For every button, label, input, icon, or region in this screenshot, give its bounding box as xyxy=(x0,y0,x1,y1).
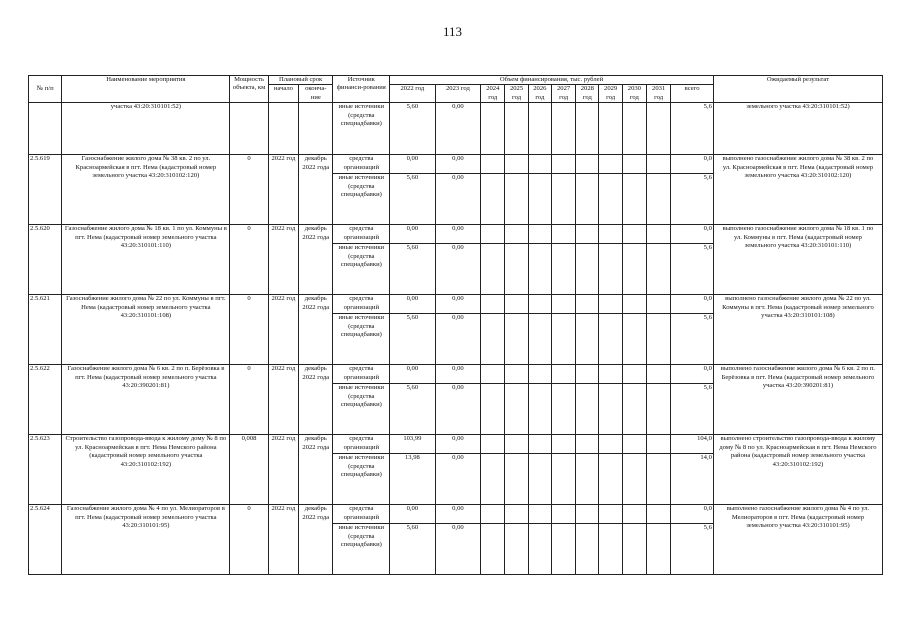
row-empty-year-cell xyxy=(576,314,599,365)
row-number: 2.5.624 xyxy=(29,505,62,575)
row-empty-year-cell xyxy=(505,174,528,225)
row-empty-year-cell xyxy=(622,505,646,524)
row-empty-year-cell xyxy=(576,225,599,244)
row-empty-year-cell xyxy=(622,524,646,575)
row-empty-year-cell xyxy=(599,365,622,384)
table-row xyxy=(29,295,883,314)
row-empty-year-cell xyxy=(647,505,671,524)
row-empty-year-cell xyxy=(599,435,622,454)
table-row xyxy=(29,435,883,454)
row-empty-year-cell xyxy=(622,295,646,314)
continuation-name: участка 43:20:310101:52) xyxy=(62,103,230,155)
row-start: 2022 год xyxy=(268,225,298,295)
continuation-2023: 0,00 xyxy=(435,103,481,155)
row-name: Газоснабжение жилого дома № 38 кв. 2 по ул. Красноармейская в пгт. Нема (кадастровый номер земельного участка 43:20:310102:120) xyxy=(62,155,230,225)
row-capacity: 0 xyxy=(230,295,268,365)
row-2022-organizations: 103,99 xyxy=(390,435,436,454)
row-empty-year-cell xyxy=(576,435,599,454)
row-empty-year-cell xyxy=(528,435,551,454)
row-empty-year-cell xyxy=(505,155,528,174)
header-source: Источник финанси-рования xyxy=(333,76,390,103)
row-empty-year-cell xyxy=(481,225,505,244)
table-row xyxy=(29,225,883,244)
row-total-other: 5,6 xyxy=(671,314,714,365)
row-empty-year-cell xyxy=(481,435,505,454)
row-empty-year-cell xyxy=(647,524,671,575)
row-2023-organizations: 0,00 xyxy=(435,155,481,174)
header-year-2027: 2027 год xyxy=(551,85,575,103)
row-2022-organizations: 0,00 xyxy=(390,505,436,524)
row-empty-year-cell xyxy=(551,174,575,225)
header-year-2030: 2030 год xyxy=(622,85,646,103)
row-total-organizations: 0,0 xyxy=(671,365,714,384)
header-year-2028: 2028 год xyxy=(576,85,599,103)
header-start: начало xyxy=(268,85,298,103)
row-empty-year-cell xyxy=(505,225,528,244)
row-empty-year-cell xyxy=(576,244,599,295)
row-result: выполнено газоснабжение жилого дома № 6 кв. 2 по п. Берёзовка в пгт. Нема (кадастровый номер земельного участка 43:20:390201:81) xyxy=(713,365,882,435)
row-empty-year-cell xyxy=(647,244,671,295)
row-empty-year-cell xyxy=(622,365,646,384)
row-empty-year-cell xyxy=(576,454,599,505)
row-2023-other: 0,00 xyxy=(435,524,481,575)
row-empty-year-cell xyxy=(481,174,505,225)
row-empty-year-cell xyxy=(528,454,551,505)
row-empty-year-cell xyxy=(647,314,671,365)
row-empty-year-cell xyxy=(647,225,671,244)
row-start: 2022 год xyxy=(268,505,298,575)
row-empty-year-cell xyxy=(505,244,528,295)
row-empty-year-cell xyxy=(576,155,599,174)
row-source-other: иные источники (средства спецнадбавки) xyxy=(333,174,390,225)
row-total-organizations: 104,0 xyxy=(671,435,714,454)
row-empty-year-cell xyxy=(599,384,622,435)
row-empty-year-cell xyxy=(528,244,551,295)
row-start: 2022 год xyxy=(268,155,298,225)
row-source-organizations: средства организаций xyxy=(333,155,390,174)
row-total-other: 5,6 xyxy=(671,524,714,575)
row-2023-organizations: 0,00 xyxy=(435,435,481,454)
row-empty-year-cell xyxy=(481,244,505,295)
table-row xyxy=(29,505,883,524)
row-empty-year-cell xyxy=(576,365,599,384)
row-empty-year-cell xyxy=(599,524,622,575)
row-empty-year-cell xyxy=(576,174,599,225)
row-empty-year-cell xyxy=(599,174,622,225)
row-end: декабрь 2022 года xyxy=(299,155,333,225)
row-total-organizations: 0,0 xyxy=(671,505,714,524)
row-number: 2.5.623 xyxy=(29,435,62,505)
row-empty-year-cell xyxy=(505,454,528,505)
row-empty-year-cell xyxy=(551,225,575,244)
row-empty-year-cell xyxy=(528,295,551,314)
funding-table xyxy=(28,75,883,575)
header-funding-volume: Объем финансирования, тыс. рублей xyxy=(390,76,714,85)
row-empty-year-cell xyxy=(505,505,528,524)
row-empty-year-cell xyxy=(505,435,528,454)
row-2022-other: 5,60 xyxy=(390,244,436,295)
row-empty-year-cell xyxy=(528,365,551,384)
row-empty-year-cell xyxy=(551,454,575,505)
row-empty-year-cell xyxy=(481,524,505,575)
row-capacity: 0 xyxy=(230,155,268,225)
row-number: 2.5.619 xyxy=(29,155,62,225)
row-capacity: 0,008 xyxy=(230,435,268,505)
row-empty-year-cell xyxy=(599,314,622,365)
row-2022-other: 5,60 xyxy=(390,314,436,365)
row-source-other: иные источники (средства спецнадбавки) xyxy=(333,314,390,365)
row-empty-year-cell xyxy=(481,505,505,524)
row-2022-organizations: 0,00 xyxy=(390,225,436,244)
row-2022-other: 5,60 xyxy=(390,384,436,435)
row-end: декабрь 2022 года xyxy=(299,505,333,575)
row-capacity: 0 xyxy=(230,225,268,295)
row-name: Газоснабжение жилого дома № 22 по ул. Коммуны в пгт. Нема (кадастровый номер земельного участка 43:20:310101:108) xyxy=(62,295,230,365)
row-total-organizations: 0,0 xyxy=(671,295,714,314)
continuation-total: 5,6 xyxy=(671,103,714,155)
row-empty-year-cell xyxy=(481,384,505,435)
row-total-other: 5,6 xyxy=(671,384,714,435)
row-start: 2022 год xyxy=(268,435,298,505)
row-empty-year-cell xyxy=(505,314,528,365)
row-empty-year-cell xyxy=(481,314,505,365)
row-empty-year-cell xyxy=(551,435,575,454)
row-empty-year-cell xyxy=(505,524,528,575)
row-empty-year-cell xyxy=(528,155,551,174)
row-empty-year-cell xyxy=(647,365,671,384)
row-empty-year-cell xyxy=(528,384,551,435)
row-empty-year-cell xyxy=(599,505,622,524)
row-total-other: 5,6 xyxy=(671,174,714,225)
row-start: 2022 год xyxy=(268,365,298,435)
row-2023-other: 0,00 xyxy=(435,174,481,225)
row-total-organizations: 0,0 xyxy=(671,155,714,174)
row-capacity: 0 xyxy=(230,365,268,435)
row-result: выполнено газоснабжение жилого дома № 22 по ул. Коммуны в пгт. Нема (кадастровый номер земельного участка 43:20:310101:108) xyxy=(713,295,882,365)
row-empty-year-cell xyxy=(551,155,575,174)
row-empty-year-cell xyxy=(528,174,551,225)
row-empty-year-cell xyxy=(528,505,551,524)
continuation-result: земельного участка 43:20:310101:52) xyxy=(713,103,882,155)
header-total: всего xyxy=(671,85,714,103)
row-result: выполнено газоснабжение жилого дома № 18 кв. 1 по ул. Коммуны в пгт. Нема (кадастровый номер земельного участка 43:20:310101:110) xyxy=(713,225,882,295)
row-start: 2022 год xyxy=(268,295,298,365)
row-empty-year-cell xyxy=(551,384,575,435)
header-name: Наименование мероприятия xyxy=(62,76,230,103)
header-year-2029: 2029 год xyxy=(599,85,622,103)
row-empty-year-cell xyxy=(622,454,646,505)
row-empty-year-cell xyxy=(551,505,575,524)
row-empty-year-cell xyxy=(551,314,575,365)
row-source-organizations: средства организаций xyxy=(333,505,390,524)
continuation-2022: 5,60 xyxy=(390,103,436,155)
row-capacity: 0 xyxy=(230,505,268,575)
row-2023-organizations: 0,00 xyxy=(435,295,481,314)
row-2023-other: 0,00 xyxy=(435,454,481,505)
row-source-other: иные источники (средства спецнадбавки) xyxy=(333,384,390,435)
row-number: 2.5.620 xyxy=(29,225,62,295)
row-empty-year-cell xyxy=(551,295,575,314)
row-name: Строительство газопровода-ввода к жилому дому № 8 по ул. Красноармейская в пгт. Нема Немского района (кадастровый номер земельного участка 43:20:310102:192) xyxy=(62,435,230,505)
header-planned-term: Плановый срок xyxy=(268,76,333,85)
row-empty-year-cell xyxy=(622,244,646,295)
header-capacity: Мощность объекта, км xyxy=(230,76,268,103)
row-empty-year-cell xyxy=(551,365,575,384)
row-name: Газоснабжение жилого дома № 6 кв. 2 по п. Берёзовка в пгт. Нема (кадастровый номер земельного участка 43:20:390201:81) xyxy=(62,365,230,435)
row-2023-organizations: 0,00 xyxy=(435,225,481,244)
row-total-other: 5,6 xyxy=(671,244,714,295)
row-source-other: иные источники (средства спецнадбавки) xyxy=(333,524,390,575)
row-source-organizations: средства организаций xyxy=(333,295,390,314)
row-empty-year-cell xyxy=(622,384,646,435)
row-empty-year-cell xyxy=(647,295,671,314)
row-2023-other: 0,00 xyxy=(435,384,481,435)
row-number: 2.5.622 xyxy=(29,365,62,435)
row-empty-year-cell xyxy=(481,365,505,384)
row-2022-organizations: 0,00 xyxy=(390,365,436,384)
continuation-row xyxy=(29,103,883,155)
row-empty-year-cell xyxy=(576,524,599,575)
header-year-2024: 2024 год xyxy=(481,85,505,103)
row-empty-year-cell xyxy=(481,155,505,174)
row-empty-year-cell xyxy=(505,384,528,435)
row-end: декабрь 2022 года xyxy=(299,225,333,295)
row-empty-year-cell xyxy=(481,295,505,314)
row-result: выполнено газоснабжение жилого дома № 4 по ул. Мелиораторов в пгт. Нема (кадастровый номер земельного участка 43:20:310101:95) xyxy=(713,505,882,575)
row-empty-year-cell xyxy=(647,155,671,174)
row-source-organizations: средства организаций xyxy=(333,435,390,454)
header-year-2022: 2022 год xyxy=(390,85,436,103)
row-name: Газоснабжение жилого дома № 4 по ул. Мелиораторов в пгт. Нема (кадастровый номер земельного участка 43:20:310101:95) xyxy=(62,505,230,575)
header-result: Ожидаемый результат xyxy=(713,76,882,103)
row-end: декабрь 2022 года xyxy=(299,365,333,435)
row-result: выполнено газоснабжение жилого дома № 38 кв. 2 по ул. Красноармейская в пгт. Нема (кадастровый номер земельного участка 43:20:310102:120) xyxy=(713,155,882,225)
row-name: Газоснабжение жилого дома № 18 кв. 1 по ул. Коммуны в пгт. Нема (кадастровый номер земельного участка 43:20:310101:110) xyxy=(62,225,230,295)
row-empty-year-cell xyxy=(622,174,646,225)
row-2022-organizations: 0,00 xyxy=(390,295,436,314)
row-empty-year-cell xyxy=(599,155,622,174)
row-empty-year-cell xyxy=(599,244,622,295)
row-result: выполнено строительство газопровода-ввода к жилому дому № 8 по ул. Красноармейская в пгт. Нема Немского района (кадастровый номер земельного участка 43:20:310102:192) xyxy=(713,435,882,505)
row-2023-organizations: 0,00 xyxy=(435,365,481,384)
row-empty-year-cell xyxy=(505,295,528,314)
row-source-organizations: средства организаций xyxy=(333,365,390,384)
row-empty-year-cell xyxy=(528,225,551,244)
row-2022-other: 5,60 xyxy=(390,174,436,225)
row-source-other: иные источники (средства спецнадбавки) xyxy=(333,244,390,295)
row-number: 2.5.621 xyxy=(29,295,62,365)
row-empty-year-cell xyxy=(622,155,646,174)
row-empty-year-cell xyxy=(551,244,575,295)
row-empty-year-cell xyxy=(622,225,646,244)
continuation-source: иные источники (средства спецнадбавки) xyxy=(333,103,390,155)
row-2022-other: 13,98 xyxy=(390,454,436,505)
row-empty-year-cell xyxy=(528,524,551,575)
row-empty-year-cell xyxy=(647,454,671,505)
row-empty-year-cell xyxy=(551,524,575,575)
row-empty-year-cell xyxy=(576,384,599,435)
header-num: № п/п xyxy=(29,76,62,103)
row-total-other: 14,0 xyxy=(671,454,714,505)
row-empty-year-cell xyxy=(528,314,551,365)
row-empty-year-cell xyxy=(576,295,599,314)
table-row xyxy=(29,365,883,384)
header-year-2023: 2023 год xyxy=(435,85,481,103)
row-total-organizations: 0,0 xyxy=(671,225,714,244)
row-empty-year-cell xyxy=(647,435,671,454)
row-2023-other: 0,00 xyxy=(435,314,481,365)
table-body xyxy=(29,103,883,575)
header-end: оконча-ние xyxy=(299,85,333,103)
row-2022-other: 5,60 xyxy=(390,524,436,575)
row-empty-year-cell xyxy=(599,225,622,244)
row-end: декабрь 2022 года xyxy=(299,435,333,505)
row-empty-year-cell xyxy=(576,505,599,524)
row-empty-year-cell xyxy=(647,384,671,435)
row-source-other: иные источники (средства спецнадбавки) xyxy=(333,454,390,505)
table-row xyxy=(29,155,883,174)
row-end: декабрь 2022 года xyxy=(299,295,333,365)
page-number: 113 xyxy=(442,24,463,39)
row-empty-year-cell xyxy=(647,174,671,225)
header-year-2031: 2031 год xyxy=(647,85,671,103)
row-empty-year-cell xyxy=(481,454,505,505)
row-empty-year-cell xyxy=(599,454,622,505)
row-empty-year-cell xyxy=(622,435,646,454)
row-2023-organizations: 0,00 xyxy=(435,505,481,524)
header-year-2025: 2025 год xyxy=(505,85,528,103)
row-2023-other: 0,00 xyxy=(435,244,481,295)
row-empty-year-cell xyxy=(599,295,622,314)
row-empty-year-cell xyxy=(505,365,528,384)
row-source-organizations: средства организаций xyxy=(333,225,390,244)
row-2022-organizations: 0,00 xyxy=(390,155,436,174)
row-empty-year-cell xyxy=(622,314,646,365)
header-year-2026: 2026 год xyxy=(528,85,551,103)
